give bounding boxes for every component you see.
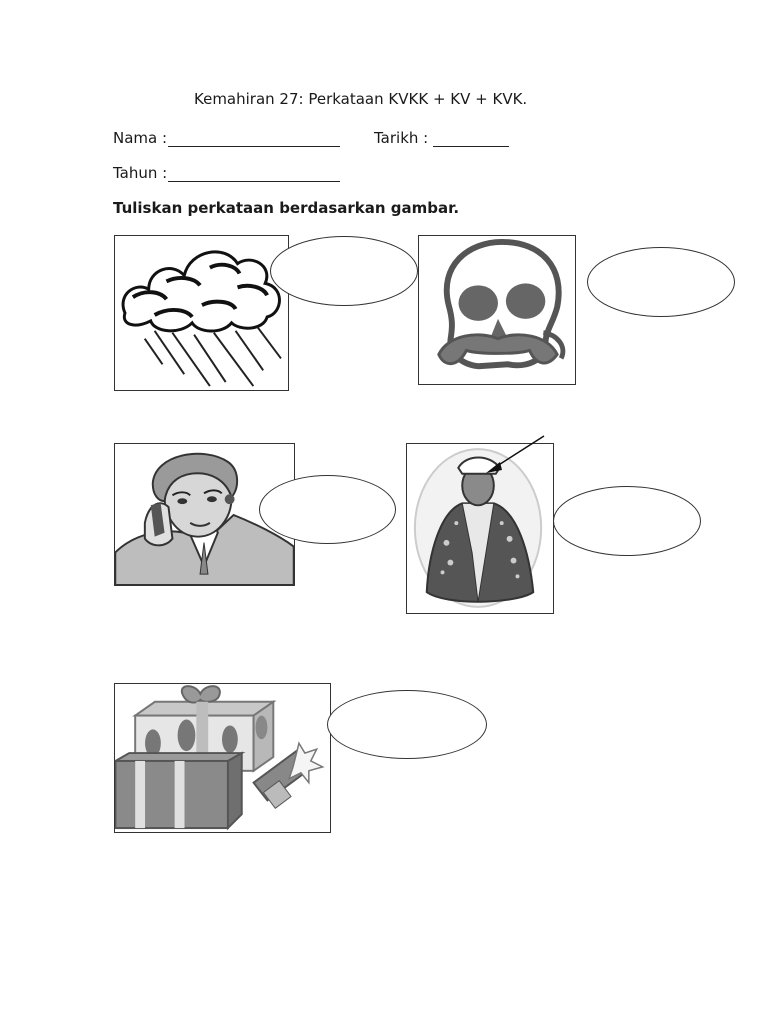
worksheet-title: Kemahiran 27: Perkataan KVKK + KV + KVK. xyxy=(194,90,528,108)
skull-icon xyxy=(419,236,575,384)
picture-rain-cloud xyxy=(114,235,289,391)
date-field[interactable] xyxy=(433,146,509,147)
answer-bubble-5[interactable] xyxy=(327,690,487,759)
picture-gift-boxes xyxy=(114,683,331,833)
answer-bubble-1[interactable] xyxy=(270,236,418,306)
name-label: Nama : xyxy=(113,129,168,147)
answer-bubble-3[interactable] xyxy=(259,475,396,544)
answer-bubble-2[interactable] xyxy=(587,247,735,317)
year-field[interactable] xyxy=(168,181,340,182)
instruction-text: Tuliskan perkataan berdasarkan gambar. xyxy=(113,199,460,217)
picture-skull xyxy=(418,235,576,385)
date-label: Tarikh : xyxy=(374,129,429,147)
rain-cloud-icon xyxy=(115,236,288,390)
answer-bubble-4[interactable] xyxy=(553,486,701,556)
pointer-arrow-icon xyxy=(480,432,550,476)
year-label: Tahun : xyxy=(113,164,168,182)
name-field[interactable] xyxy=(168,146,340,147)
gift-boxes-icon xyxy=(115,684,330,832)
